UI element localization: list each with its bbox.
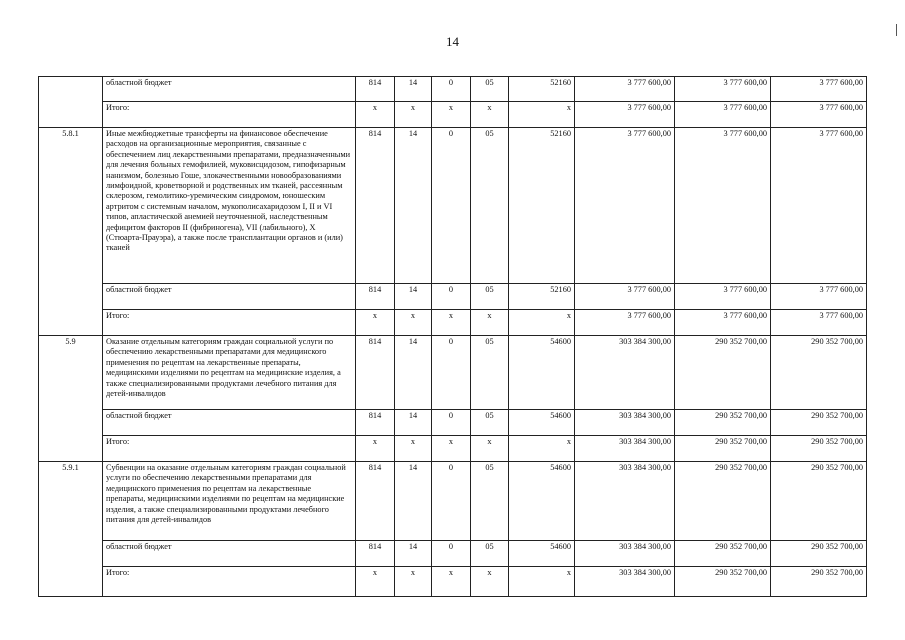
code-section-cell: 14 [395, 128, 432, 284]
code-direction-cell: 54600 [509, 410, 575, 436]
row-label: областной бюджет [103, 284, 356, 310]
page-number: 14 [446, 34, 459, 49]
row-label: Итого: [103, 436, 356, 462]
code-direction-cell: x [509, 102, 575, 128]
amount-year-3: 290 352 700,00 [771, 567, 867, 597]
amount-year-3: 290 352 700,00 [771, 436, 867, 462]
amount-year-2: 3 777 600,00 [675, 77, 771, 102]
table-row [39, 541, 867, 567]
row-label: Субвенции на оказание отдельным категориям граждан социальной услуги по обеспечению лекарственными препаратами для медицинского применения по рецептам на лекарственные препараты, медицинскими изделиями по рецептам на медицинские изделия, а также специализированными продуктами лечебного питания для детей-инвалидов [103, 462, 356, 541]
amount-year-2: 290 352 700,00 [675, 436, 771, 462]
code-program-cell: 0 [432, 128, 471, 284]
row-label: областной бюджет [103, 541, 356, 567]
code-program-cell: 0 [432, 462, 471, 541]
amount-year-1: 3 777 600,00 [575, 128, 675, 284]
row-label: Итого: [103, 310, 356, 336]
amount-year-2: 290 352 700,00 [675, 410, 771, 436]
code-subprogram-cell: 05 [471, 541, 509, 567]
row-index-cell [39, 77, 103, 128]
amount-year-3: 290 352 700,00 [771, 541, 867, 567]
table-row [39, 567, 867, 597]
code-direction-cell: 52160 [509, 77, 575, 102]
amount-year-2: 290 352 700,00 [675, 541, 771, 567]
code-gov-cell: 814 [356, 284, 395, 310]
code-gov-cell: 814 [356, 336, 395, 410]
code-program-cell: 0 [432, 336, 471, 410]
row-label: Иные межбюджетные трансферты на финансовое обеспечение расходов на организационные мероприятия, связанные с обеспечением лиц лекарственными препаратами, предназначенными для лечения больных гемофилией, муковисцидозом, гипофизарным нанизмом, болезнью Гоше, злокачественными новообразованиями лимфоидной, кроветворной и родственных им тканей, рассеянным склерозом, гемолитико-уремическим синдромом, юношеским артритом с системным началом, мукополисахаридозом I, II и VI типов, апластической анемией неуточненной, наследственным дефицитом факторов II (фибриногена), VII (лабильного), X (Стюарта-Прауэра), а также после трансплантации органов и (или) тканей [103, 128, 356, 284]
code-program-cell: 0 [432, 77, 471, 102]
code-direction-cell: 52160 [509, 284, 575, 310]
table-row [39, 128, 867, 284]
amount-year-2: 3 777 600,00 [675, 284, 771, 310]
code-direction-cell: 54600 [509, 541, 575, 567]
code-section-cell: 14 [395, 284, 432, 310]
row-label: Итого: [103, 102, 356, 128]
code-gov-cell: x [356, 102, 395, 128]
code-direction-cell: 52160 [509, 128, 575, 284]
code-program-cell: 0 [432, 541, 471, 567]
code-subprogram-cell: x [471, 436, 509, 462]
amount-year-1: 3 777 600,00 [575, 284, 675, 310]
amount-year-1: 303 384 300,00 [575, 567, 675, 597]
code-direction-cell: x [509, 567, 575, 597]
code-direction-cell: 54600 [509, 462, 575, 541]
amount-year-1: 3 777 600,00 [575, 310, 675, 336]
code-gov-cell: 814 [356, 128, 395, 284]
code-gov-cell: x [356, 310, 395, 336]
amount-year-1: 303 384 300,00 [575, 462, 675, 541]
row-index-cell: 5.8.1 [39, 128, 103, 336]
code-gov-cell: 814 [356, 462, 395, 541]
amount-year-2: 290 352 700,00 [675, 336, 771, 410]
amount-year-2: 3 777 600,00 [675, 102, 771, 128]
row-index-cell: 5.9.1 [39, 462, 103, 597]
row-label: областной бюджет [103, 410, 356, 436]
amount-year-2: 290 352 700,00 [675, 462, 771, 541]
amount-year-2: 290 352 700,00 [675, 567, 771, 597]
code-program-cell: x [432, 567, 471, 597]
table-row [39, 436, 867, 462]
code-program-cell: x [432, 436, 471, 462]
code-gov-cell: x [356, 567, 395, 597]
code-section-cell: x [395, 310, 432, 336]
code-program-cell: x [432, 310, 471, 336]
row-label: Оказание отдельным категориям граждан социальной услуги по обеспечению лекарственными препаратами для медицинского применения по рецептам на лекарственные препараты, медицинскими изделиями по рецептам на медицинские изделия, а также специализированными продуктами лечебного питания для детей-инвалидов [103, 336, 356, 410]
code-subprogram-cell: 05 [471, 410, 509, 436]
code-program-cell: x [432, 102, 471, 128]
code-subprogram-cell: x [471, 567, 509, 597]
code-section-cell: x [395, 567, 432, 597]
amount-year-1: 303 384 300,00 [575, 336, 675, 410]
amount-year-1: 303 384 300,00 [575, 410, 675, 436]
code-subprogram-cell: x [471, 102, 509, 128]
code-section-cell: 14 [395, 336, 432, 410]
amount-year-3: 3 777 600,00 [771, 310, 867, 336]
amount-year-1: 3 777 600,00 [575, 77, 675, 102]
amount-year-1: 303 384 300,00 [575, 436, 675, 462]
scan-edge-mark [896, 24, 897, 36]
budget-table [38, 76, 867, 597]
amount-year-1: 303 384 300,00 [575, 541, 675, 567]
amount-year-3: 3 777 600,00 [771, 77, 867, 102]
code-section-cell: x [395, 436, 432, 462]
amount-year-2: 3 777 600,00 [675, 128, 771, 284]
code-program-cell: 0 [432, 284, 471, 310]
code-gov-cell: 814 [356, 410, 395, 436]
code-subprogram-cell: 05 [471, 462, 509, 541]
table-row [39, 310, 867, 336]
code-section-cell: 14 [395, 541, 432, 567]
amount-year-3: 290 352 700,00 [771, 336, 867, 410]
row-label: Итого: [103, 567, 356, 597]
code-subprogram-cell: 05 [471, 284, 509, 310]
table-row [39, 77, 867, 102]
amount-year-3: 290 352 700,00 [771, 410, 867, 436]
table-row [39, 102, 867, 128]
row-index-cell: 5.9 [39, 336, 103, 462]
amount-year-1: 3 777 600,00 [575, 102, 675, 128]
code-direction-cell: x [509, 310, 575, 336]
amount-year-3: 290 352 700,00 [771, 462, 867, 541]
code-subprogram-cell: 05 [471, 336, 509, 410]
row-label: областной бюджет [103, 77, 356, 102]
table-row [39, 336, 867, 410]
code-section-cell: x [395, 102, 432, 128]
code-direction-cell: x [509, 436, 575, 462]
table-row [39, 462, 867, 541]
table-row [39, 284, 867, 310]
code-section-cell: 14 [395, 462, 432, 541]
code-section-cell: 14 [395, 410, 432, 436]
code-gov-cell: 814 [356, 77, 395, 102]
code-subprogram-cell: 05 [471, 128, 509, 284]
amount-year-3: 3 777 600,00 [771, 102, 867, 128]
table-row [39, 410, 867, 436]
code-subprogram-cell: 05 [471, 77, 509, 102]
code-program-cell: 0 [432, 410, 471, 436]
amount-year-3: 3 777 600,00 [771, 128, 867, 284]
code-gov-cell: 814 [356, 541, 395, 567]
code-gov-cell: x [356, 436, 395, 462]
amount-year-3: 3 777 600,00 [771, 284, 867, 310]
code-section-cell: 14 [395, 77, 432, 102]
code-subprogram-cell: x [471, 310, 509, 336]
amount-year-2: 3 777 600,00 [675, 310, 771, 336]
code-direction-cell: 54600 [509, 336, 575, 410]
